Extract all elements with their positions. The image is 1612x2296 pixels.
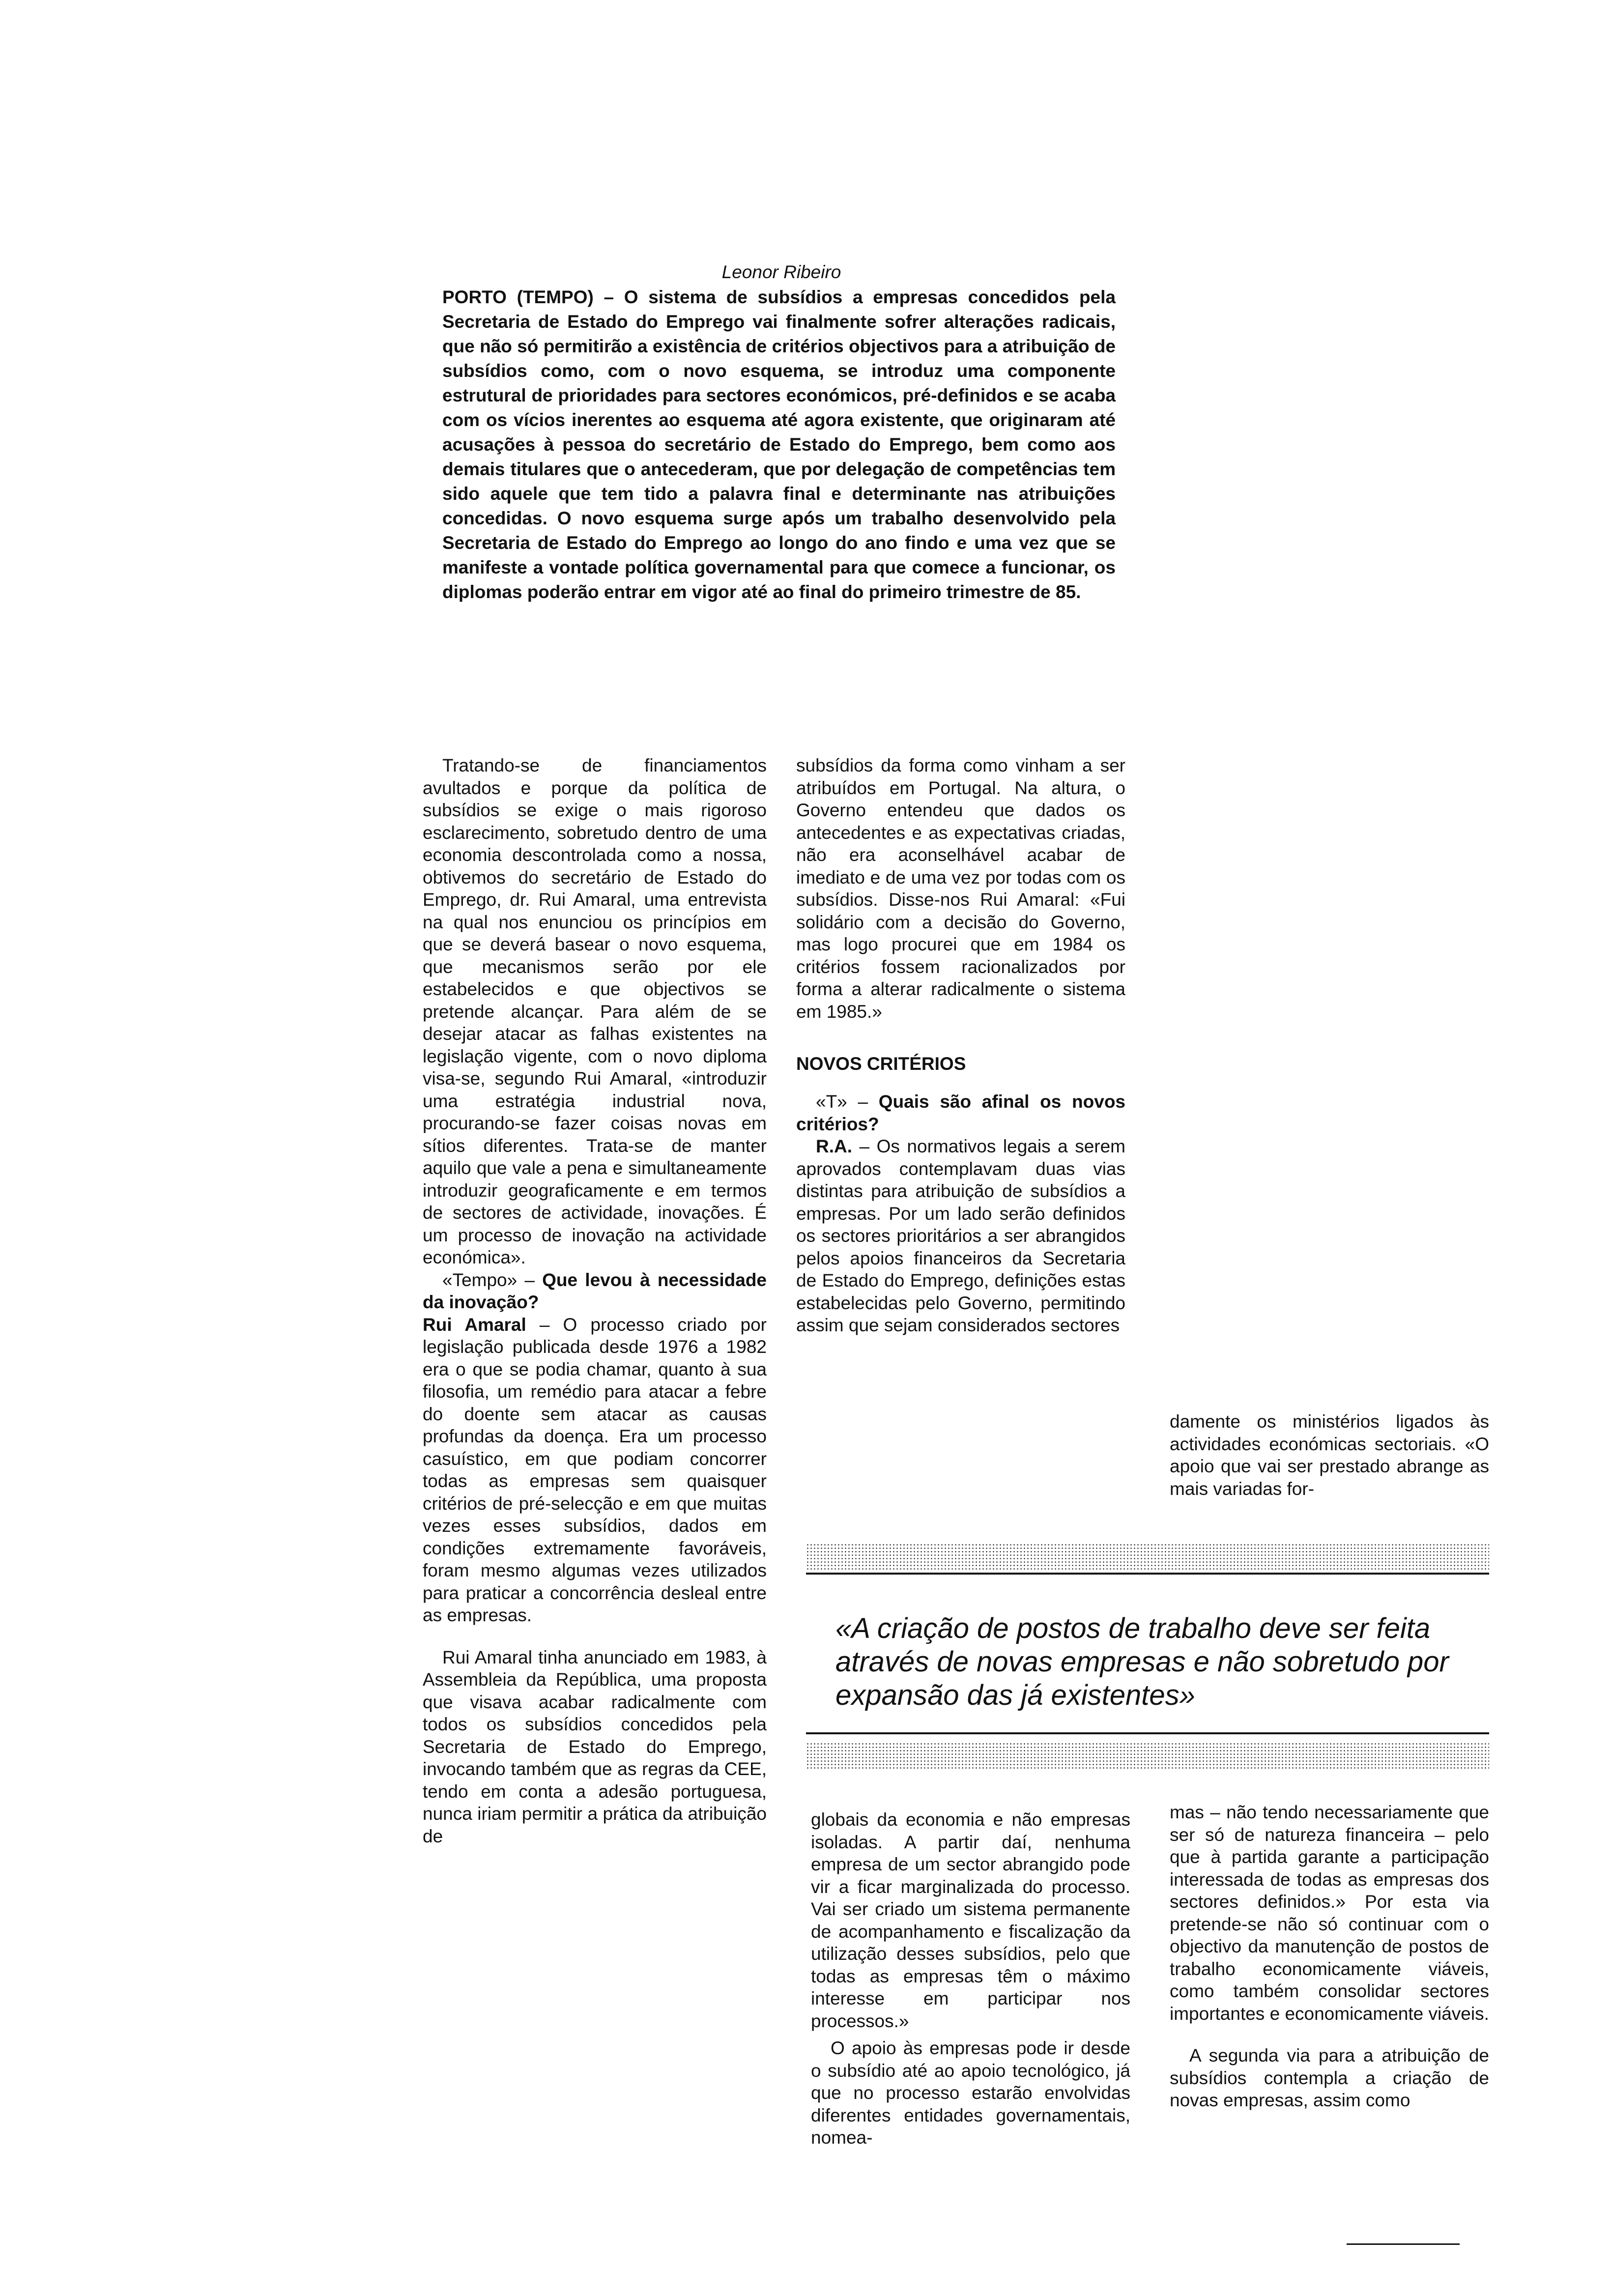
col2-answer-text: – Os normativos legais a serem aprovados contemplavam duas vias distintas para atribuição de subsídios a empresas. Por um lado serão definidos os sectores prioritários a ser abrangidos pelos apoios financeiros da Secretaria de Estado do Emprego, definições estas estabelecidas pelo Governo, permitindo assim que sejam considerados sectores xyxy=(796,1136,1125,1335)
column-1 xyxy=(423,754,767,1847)
column-3-top xyxy=(1170,1410,1489,1500)
continuation-rule xyxy=(1347,2243,1460,2245)
col1-paragraph-last: Rui Amaral tinha anunciado em 1983, à Assembleia da República, uma proposta que visava acabar radicalmente com todos os subsídios concedidos pela Secretaria de Estado do Emprego, invocando também que as regras da CEE, tendo em conta a adesão portuguesa, nunca iriam permitir a prática da atribuição de xyxy=(423,1647,767,1846)
col1-question xyxy=(423,1269,767,1314)
col1-paragraph-1: Tratando-se de financiamentos avultados e porque da política de subsídios se exige o mais rigoroso esclarecimento, sobretudo dentro de uma economia descontrolada como a nossa, obtivemos do secretário de Estado do Emprego, dr. Rui Amaral, uma entrevista na qual nos enunciou os princípios em que se deverá basear o novo esquema, que mecanismos serão por ele estabelecidos e que objectivos se pretende alcançar. Para além de se desejar atacar as falhas existentes na legislação vigente, com o novo diploma visa-se, segundo Rui Amaral, «introduzir uma estratégia industrial nova, procurando-se fazer coisas novas em sítios diferentes. Trata-se de manter aquilo que vale a pena e simultaneamente introduzir geograficamente e em termos de sectores de actividade, inovações. É um processo de inovação na actividade económica». xyxy=(423,755,767,1267)
col2-question xyxy=(796,1091,1125,1135)
col1-question-text: Que levou à necessidade da inovação? xyxy=(423,1269,767,1312)
pull-quote-rule-top xyxy=(806,1573,1489,1575)
lead-paragraph: PORTO (TEMPO) – O sistema de subsídios a empresas concedidos pela Secretaria de Estado do Emprego vai finalmente sofrer alterações radicais, que não só permitirão a existência de critérios objectivos para a atribuição de subsídios como, com o novo esquema, se introduz uma componente estrutural de prioridades para sectores económicos, pré-definidos e se acaba com os vícios inerentes ao esquema até agora existente, que originaram até acusações à pessoa do secretário de Estado do Emprego, bem como aos demais titulares que o antecederam, que por delegação de competências tem sido aquele que tem tido a palavra final e determinante nas atribuições concedidas. O novo esquema surge após um trabalho desenvolvido pela Secretaria de Estado do Emprego ao longo do ano findo e uma vez que se manifeste a vontade política governamental para que comece a funcionar, os diplomas poderão entrar em vigor até ao final do primeiro trimestre de 85. xyxy=(442,287,1116,602)
col1-question-prefix: «Tempo» – xyxy=(442,1269,543,1290)
col2-subhead: NOVOS CRITÉRIOS xyxy=(796,1054,966,1074)
col2-answer xyxy=(796,1135,1125,1337)
col2-answer-name: R.A. xyxy=(816,1136,852,1156)
byline: Leonor Ribeiro xyxy=(721,262,841,282)
column-2-bottom xyxy=(811,1808,1130,2149)
col1-answer-text: – O processo criado por legislação publicada desde 1976 a 1982 era o que se podia chamar, quanto à sua filosofia, um remédio para atacar a febre do doente sem atacar as causas profundas da doença. Era um processo casuístico, em que podiam concorrer todas as empresas sem quaisquer critérios de pré-selecção e em que muitas vezes esses subsídios, dados em condições extremamente favoráveis, foram mesmo algumas vezes utilizados para praticar a concorrência desleal entre as empresas. xyxy=(423,1314,767,1625)
column-2-top xyxy=(796,754,1125,1337)
col2-question-text: Quais são afinal os novos critérios? xyxy=(796,1091,1125,1134)
pull-quote-dotted-band-top xyxy=(806,1543,1489,1570)
col1-answer xyxy=(423,1314,767,1627)
col2-bottom-paragraph-1: globais da economia e não empresas isoladas. A partir daí, nenhuma empresa de um sector abrangido pode vir a ficar marginalizada do processo. Vai ser criado um sistema permanente de acompanhamento e fiscalização da utilização desses subsídios, pelo que todas as empresas têm o máximo interesse em participar nos processos.» xyxy=(811,1809,1130,2031)
column-3-bottom xyxy=(1170,1801,1489,2112)
pull-quote: «A criação de postos de trabalho deve ser feita através de novas empresas e não sobretudo por expansão das já existentes» xyxy=(835,1612,1449,1711)
pull-quote-dotted-band-bottom xyxy=(806,1742,1489,1769)
col3-bottom-paragraph-2: A segunda via para a atribuição de subsídios contempla a criação de novas empresas, assim como xyxy=(1170,2045,1489,2110)
pull-quote-rule-bottom xyxy=(806,1732,1489,1734)
col2-question-prefix: «T» – xyxy=(816,1091,879,1112)
col3-top-paragraph: damente os ministérios ligados às actividades económicas sectoriais. «O apoio que vai ser prestado abrange as mais variadas for- xyxy=(1170,1411,1489,1499)
col2-bottom-paragraph-2: O apoio às empresas pode ir desde o subsídio até ao apoio tecnológico, já que no processo estarão envolvidas diferentes entidades governamentais, nomea- xyxy=(811,2038,1130,2148)
col2-paragraph-1: subsídios da forma como vinham a ser atribuídos em Portugal. Na altura, o Governo entendeu que dados os antecedentes e as expectativas criadas, não era aconselhável acabar de imediato e de uma vez por todas com os subsídios. Disse-nos Rui Amaral: «Fui solidário com a decisão do Governo, mas logo procurei que em 1984 os critérios fossem racionalizados por forma a alterar radicalmente o sistema em 1985.» xyxy=(796,755,1125,1022)
col1-answer-name: Rui Amaral xyxy=(423,1314,526,1335)
col3-bottom-paragraph-1: mas – não tendo necessariamente que ser só de natureza financeira – pelo que à partida garante a participação interessada de todas as empresas dos sectores definidos.» Por esta via pretende-se não só continuar com o objectivo da manutenção de postos de trabalho economicamente viáveis, como também consolidar sectores importantes e economicamente viáveis. xyxy=(1170,1802,1489,2024)
